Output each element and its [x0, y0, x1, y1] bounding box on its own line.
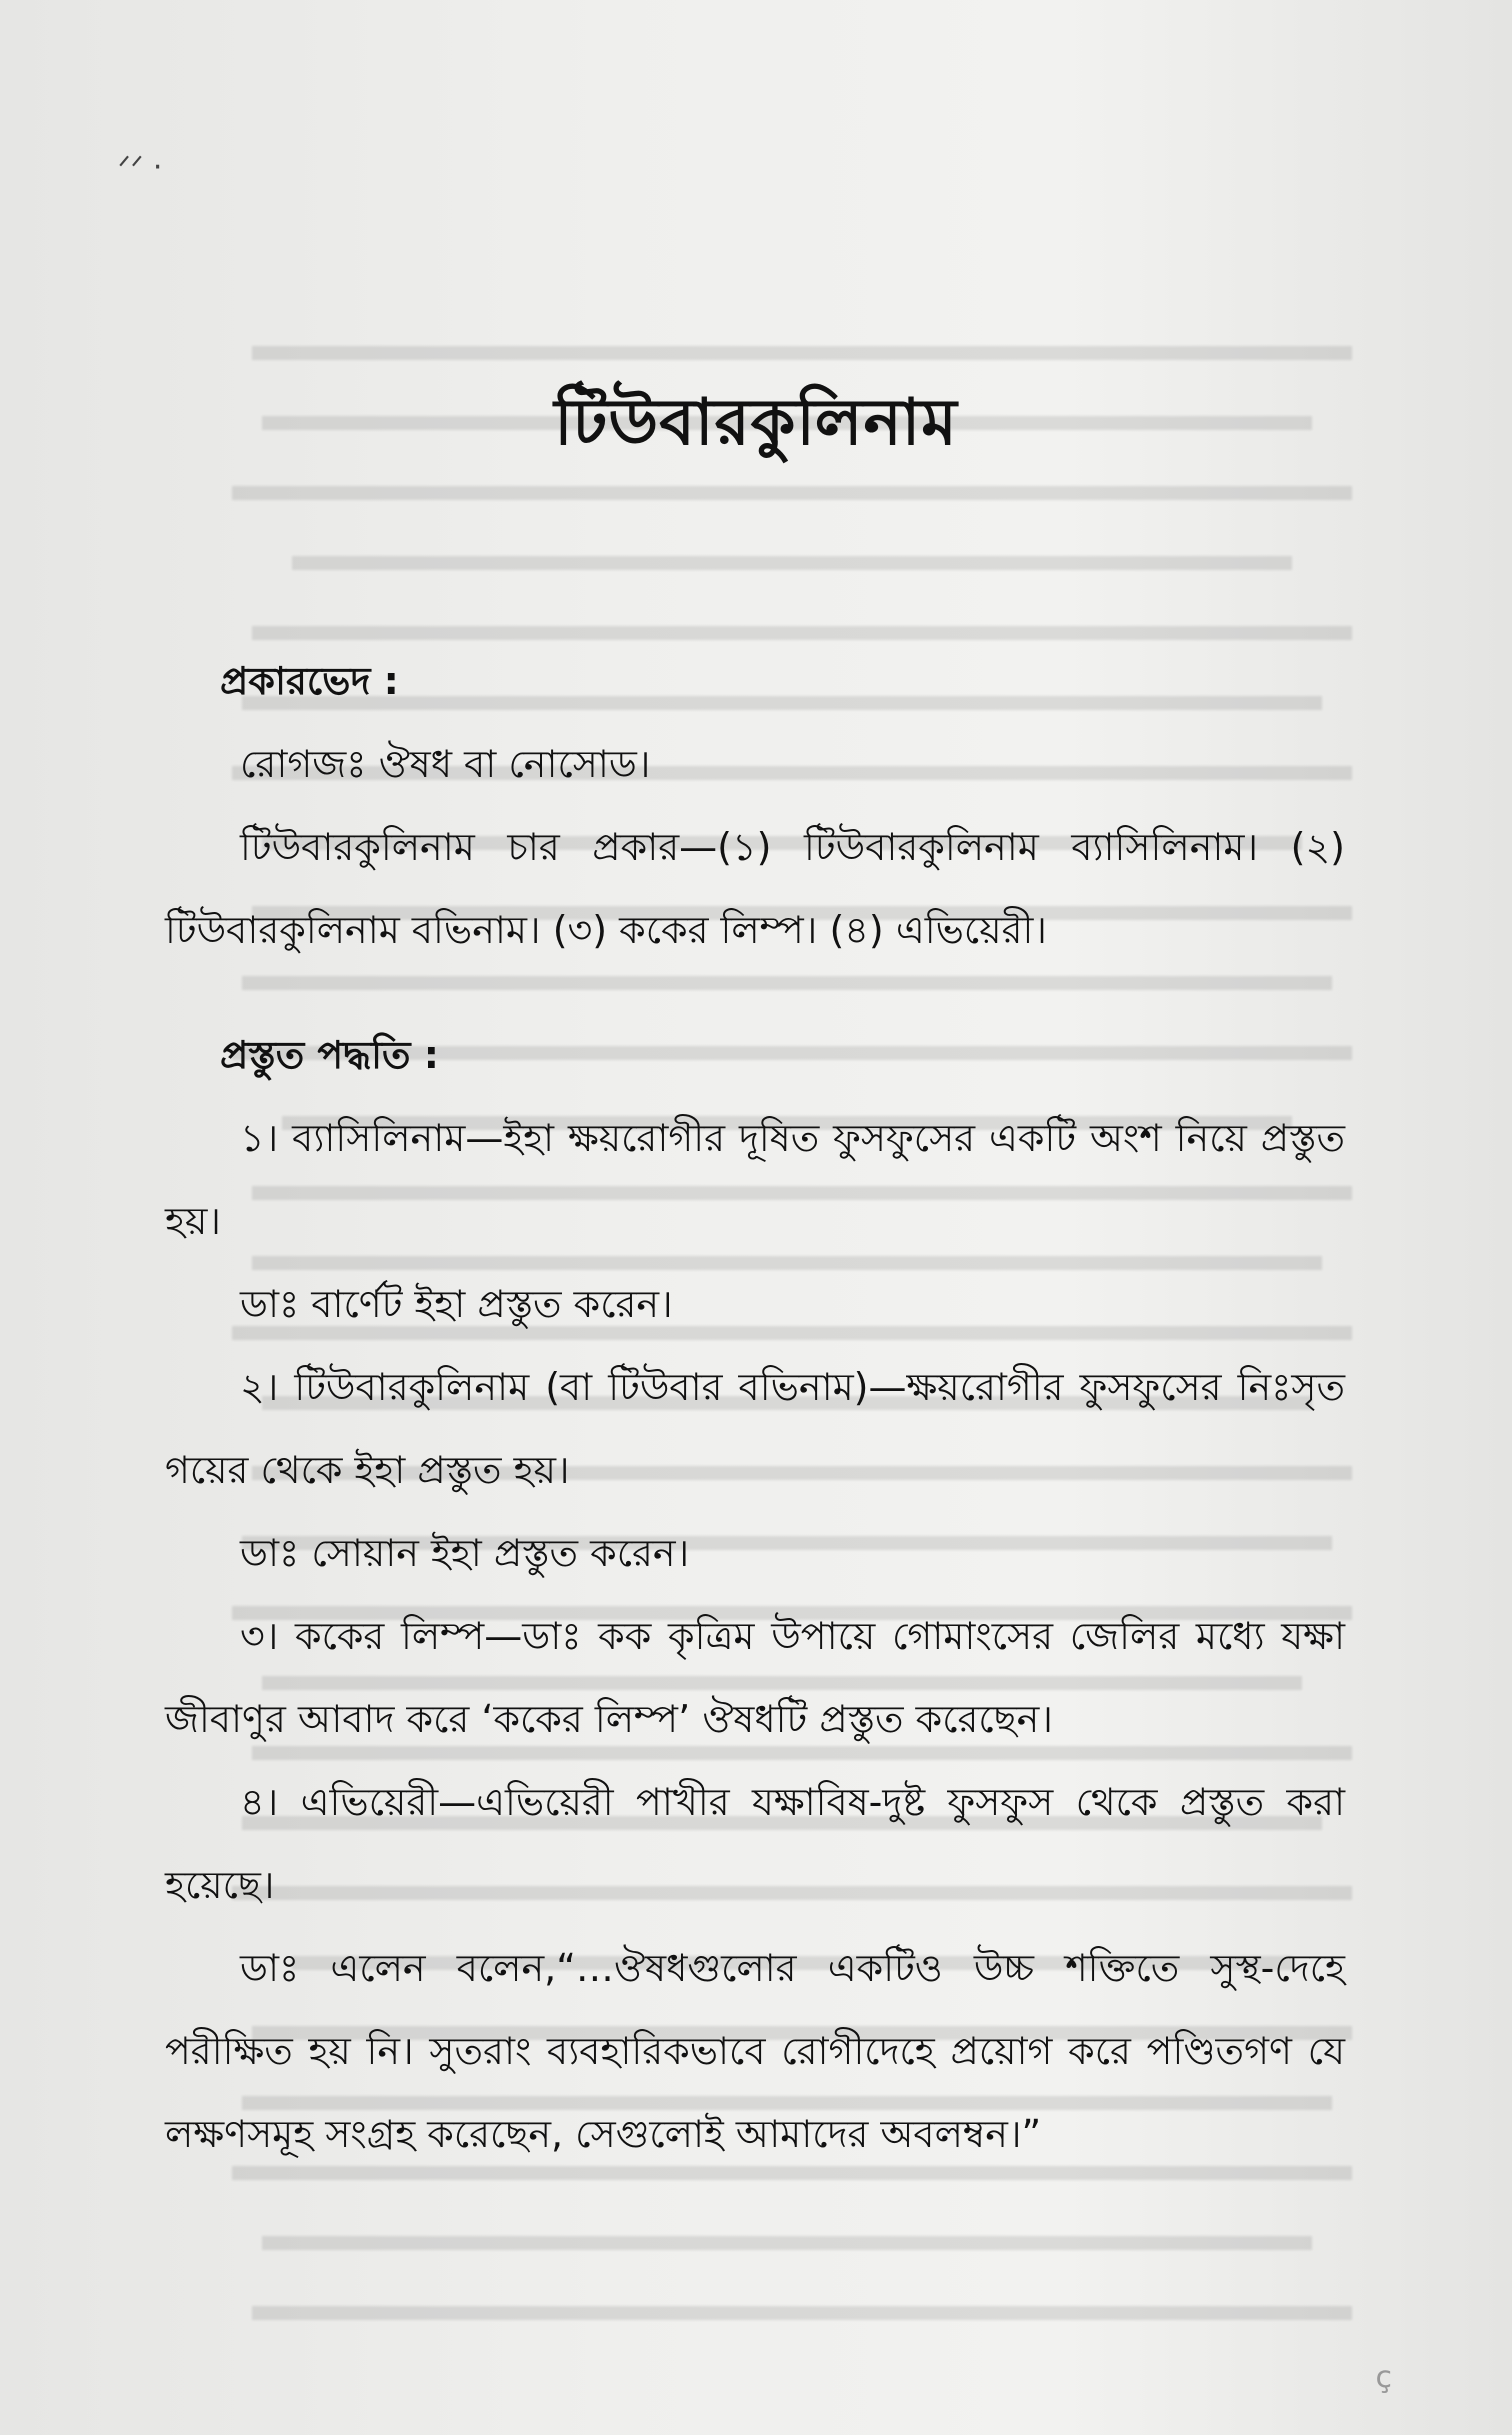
allen-quote: ডাঃ এলেন বলেন,“…ঔষধগুলোর একটিও উচ্চ শক্তিতে সুস্থ-দেহে পরীক্ষিত হয় নি। সুতরাং ব্যবহারিকভাবে রোগীদেহে প্রয়োগ করে পণ্ডিতগণ যে লক্ষণসমূহ সংগ্রহ করেছেন, সেগুলোই আমাদের অবলম্বন।”: [165, 1946, 1345, 2156]
prep-item-1: ১। ব্যাসিলিনাম—ইহা ক্ষয়রোগীর দূষিত ফুসফুসের একটি অংশ নিয়ে প্রস্তুত হয়।: [165, 1116, 1345, 1243]
prep-item-3: ৩। ককের লিম্প—ডাঃ কক কৃত্রিম উপায়ে গোমাংসের জেলির মধ্যে যক্ষা জীবাণুর আবাদ করে ‘ককের লিম্প’ ঔষধটি প্রস্তুত করেছেন।: [165, 1614, 1345, 1741]
page-body: [165, 640, 1345, 2176]
types-line-2: টিউবারকুলিনাম চার প্রকার—(১) টিউবারকুলিনাম ব্যাসিলিনাম। (২) টিউবারকুলিনাম বভিনাম। (৩) ককের লিম্প। (৪) এভিয়েরী।: [165, 825, 1345, 952]
prep-item-1-credit: ডাঃ বার্ণেট ইহা প্রস্তুত করেন।: [240, 1282, 673, 1326]
prep-heading: প্রস্তুত পদ্ধতি :: [220, 1033, 439, 1077]
prep-item-2: ২। টিউবারকুলিনাম (বা টিউবার বভিনাম)—ক্ষয়রোগীর ফুসফুসের নিঃসৃত গয়ের থেকে ইহা প্রস্তুত হয়।: [165, 1365, 1345, 1492]
page-title: টিউবারকুলিনাম: [554, 385, 958, 460]
page-corner-mark: ç: [1375, 2360, 1392, 2395]
print-artifact-icon: ᐟᐟ ·: [118, 150, 163, 185]
prep-item-2-credit: ডাঃ সোয়ান ইহা প্রস্তুত করেন।: [240, 1531, 690, 1575]
types-heading: প্রকারভেদ :: [220, 659, 399, 703]
types-line-1: রোগজঃ ঔষধ বা নোসোড।: [240, 742, 651, 786]
prep-item-4: ৪। এভিয়েরী—এভিয়েরী পাখীর যক্ষাবিষ-দুষ্ট ফুসফুস থেকে প্রস্তুত করা হয়েছে।: [165, 1780, 1345, 1907]
